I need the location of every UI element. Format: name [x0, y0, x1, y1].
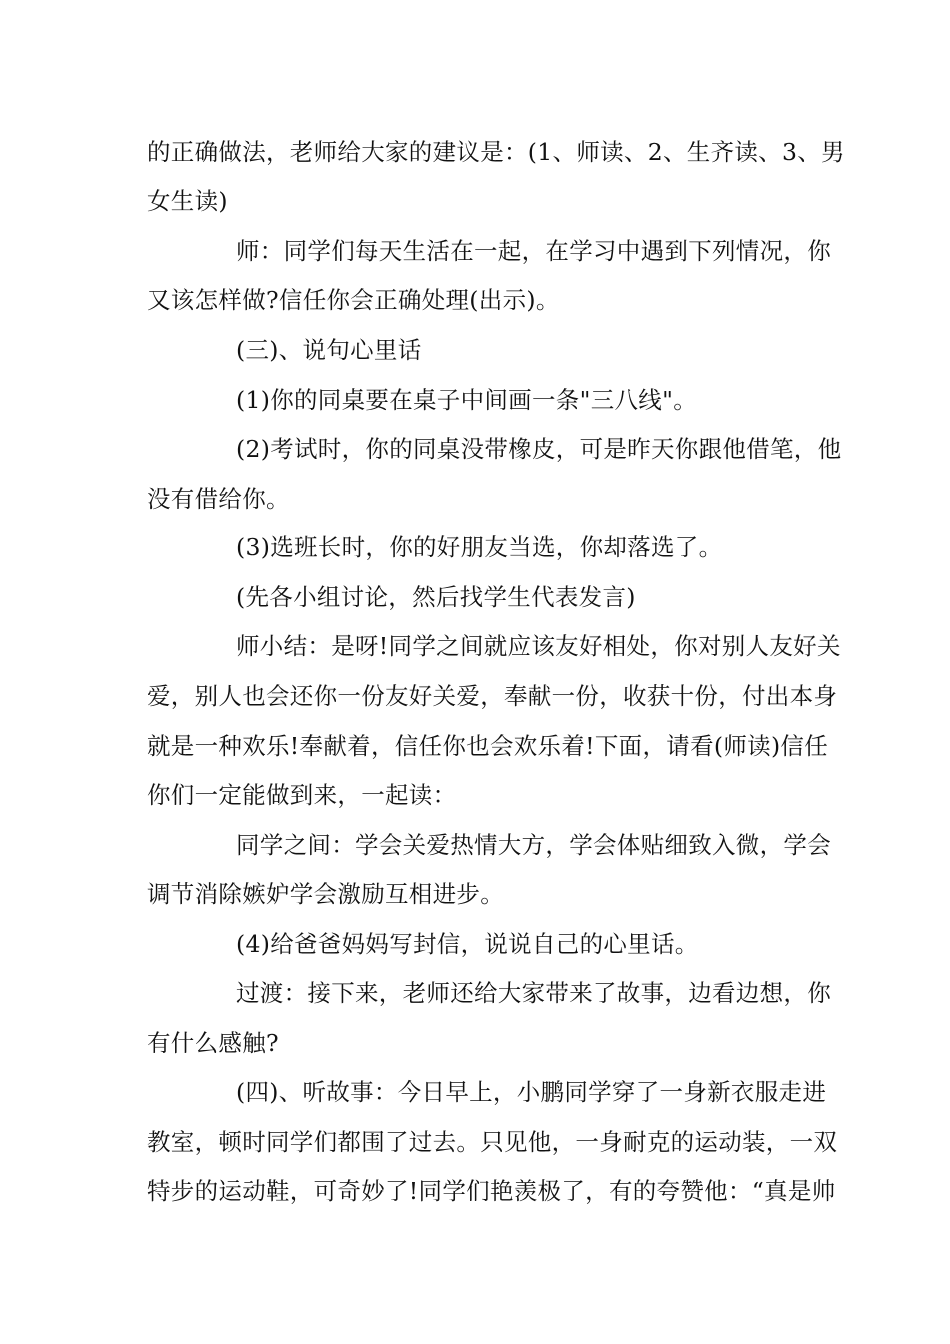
- text-line: 师小结：是呀!同学之间就应该友好相处，你对别人友好关: [236, 632, 841, 660]
- section-heading: (三)、说句心里话: [236, 336, 422, 364]
- text-line: 的正确做法，老师给大家的建议是：(1、师读、2、生齐读、3、男: [147, 138, 845, 166]
- text-line: (1)你的同桌要在桌子中间画一条"三八线"。: [236, 386, 698, 414]
- text-line: 调节消除嫉妒学会激励互相进步。: [147, 880, 504, 908]
- text-line: 特步的运动鞋，可奇妙了!同学们艳羡极了，有的夸赞他：“真是帅: [147, 1177, 836, 1205]
- text-line: 有什么感触?: [147, 1029, 279, 1057]
- text-line: (2)考试时，你的同桌没带橡皮，可是昨天你跟他借笔，他: [236, 435, 842, 463]
- text-line: 同学之间：学会关爱热情大方，学会体贴细致入微，学会: [236, 831, 831, 859]
- text-line: 过渡：接下来，老师还给大家带来了故事，边看边想，你: [236, 979, 831, 1007]
- text-line: 没有借给你。: [147, 485, 290, 513]
- text-line: 女生读): [147, 187, 228, 215]
- text-line: 爱，别人也会还你一份友好关爱，奉献一份，收获十份，付出本身: [147, 682, 838, 710]
- text-line: 又该怎样做?信任你会正确处理(出示)。: [147, 286, 560, 314]
- text-line: 你们一定能做到来，一起读：: [147, 781, 457, 809]
- section-heading: (四)、听故事：今日早上，小鹏同学穿了一身新衣服走进: [236, 1078, 827, 1106]
- text-line: (先各小组讨论，然后找学生代表发言): [236, 583, 636, 611]
- text-line: (3)选班长时，你的好朋友当选，你却落选了。: [236, 533, 723, 561]
- text-line: 就是一种欢乐!奉献着，信任你也会欢乐着!下面，请看(师读)信任: [147, 732, 829, 760]
- text-line: 师：同学们每天生活在一起，在学习中遇到下列情况，你: [236, 237, 831, 265]
- text-line: 教室，顿时同学们都围了过去。只见他，一身耐克的运动装，一双: [147, 1128, 838, 1156]
- text-line: (4)给爸爸妈妈写封信，说说自己的心里话。: [236, 930, 699, 958]
